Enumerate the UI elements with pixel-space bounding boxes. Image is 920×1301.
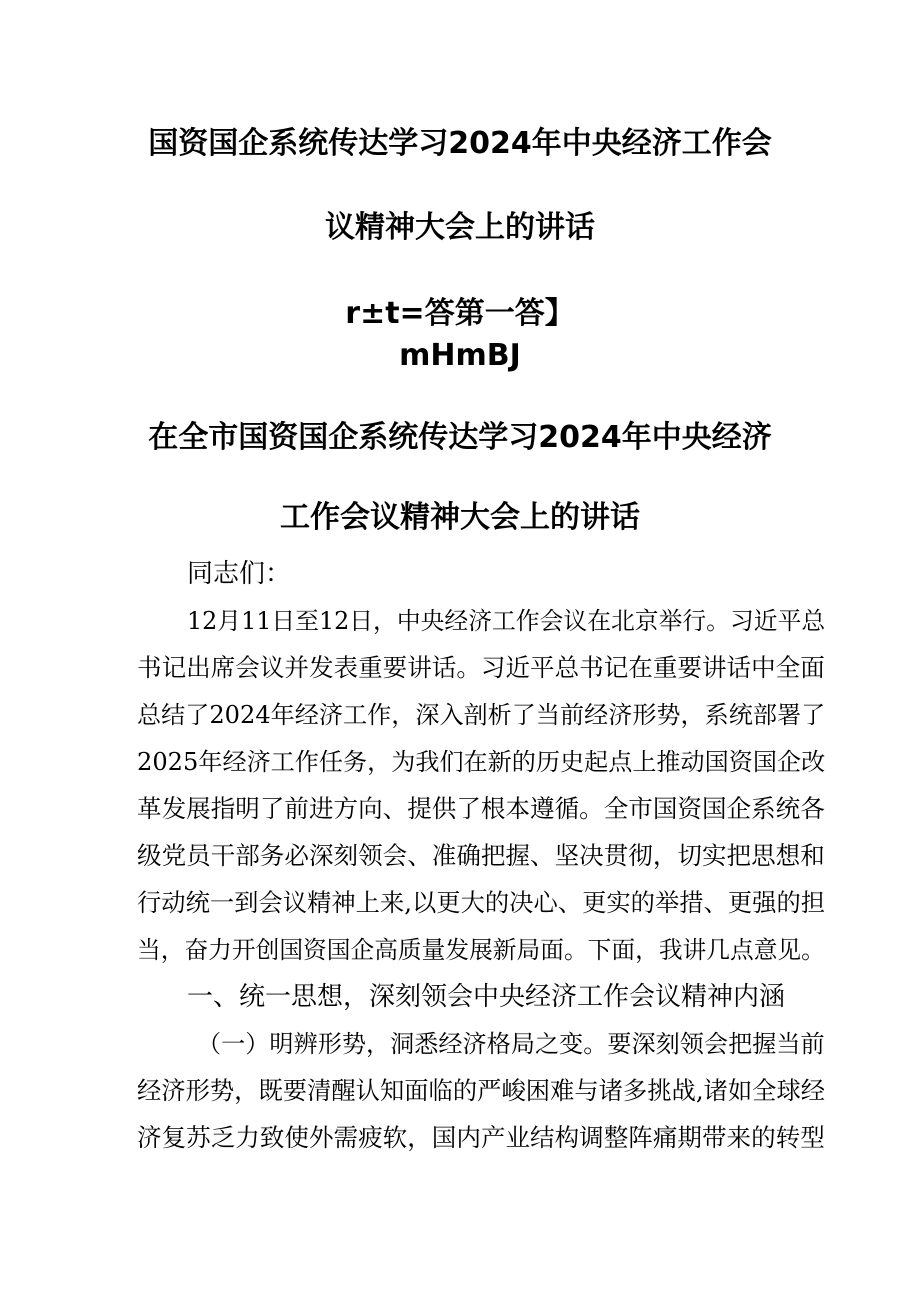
garbled-line-1: r±t=答第一答】 [345,296,575,331]
body-line: 12月11日至12日，中央经济工作会议在北京举行。习近平总 [187,607,826,635]
section-heading: 一、统一思想，深刻领会中央经济工作会议精神内涵 [187,982,786,1012]
body-line: 革发展指明了前进方向、提供了根本遵循。全市国资国企系统各 [137,794,825,823]
body-line: 当，奋力开创国资国企高质量发展新局面。下面，我讲几点意见。 [137,936,825,964]
title-line-2: 议精神大会上的讲话 [325,210,595,245]
body-line: 2025年经济工作任务，为我们在新的历史起点上推动国资国企改 [137,748,826,776]
subsection-heading: （一）明辨形势，洞悉经济格局之变。要深刻领会把握当前 [197,1030,825,1058]
body-line: 行动统一到会议精神上来,以更大的决心、更实的举措、更强的担 [137,888,826,917]
subtitle-line-1: 在全市国资国企系统传达学习2024年中央经济 [148,420,772,455]
salutation: 同志们： [187,559,292,589]
garbled-line-2: mHmBJ [399,338,521,373]
body-line: 经济形势，既要清醒认知面临的严峻困难与诸多挑战,诸如全球经 [137,1076,826,1105]
body-line: 济复苏乏力致使外需疲软，国内产业结构调整阵痛期带来的转型 [137,1123,825,1152]
body-line: 书记出席会议并发表重要讲话。习近平总书记在重要讲话中全面 [137,653,825,682]
body-line: 级党员干部务必深刻领会、准确把握、坚决贯彻，切实把思想和 [137,841,825,870]
subtitle-line-2: 工作会议精神大会上的讲话 [280,500,640,535]
title-line-1: 国资国企系统传达学习2024年中央经济工作会 [148,126,772,161]
body-line: 总结了2024年经济工作，深入剖析了当前经济形势，系统部署了 [137,701,826,729]
